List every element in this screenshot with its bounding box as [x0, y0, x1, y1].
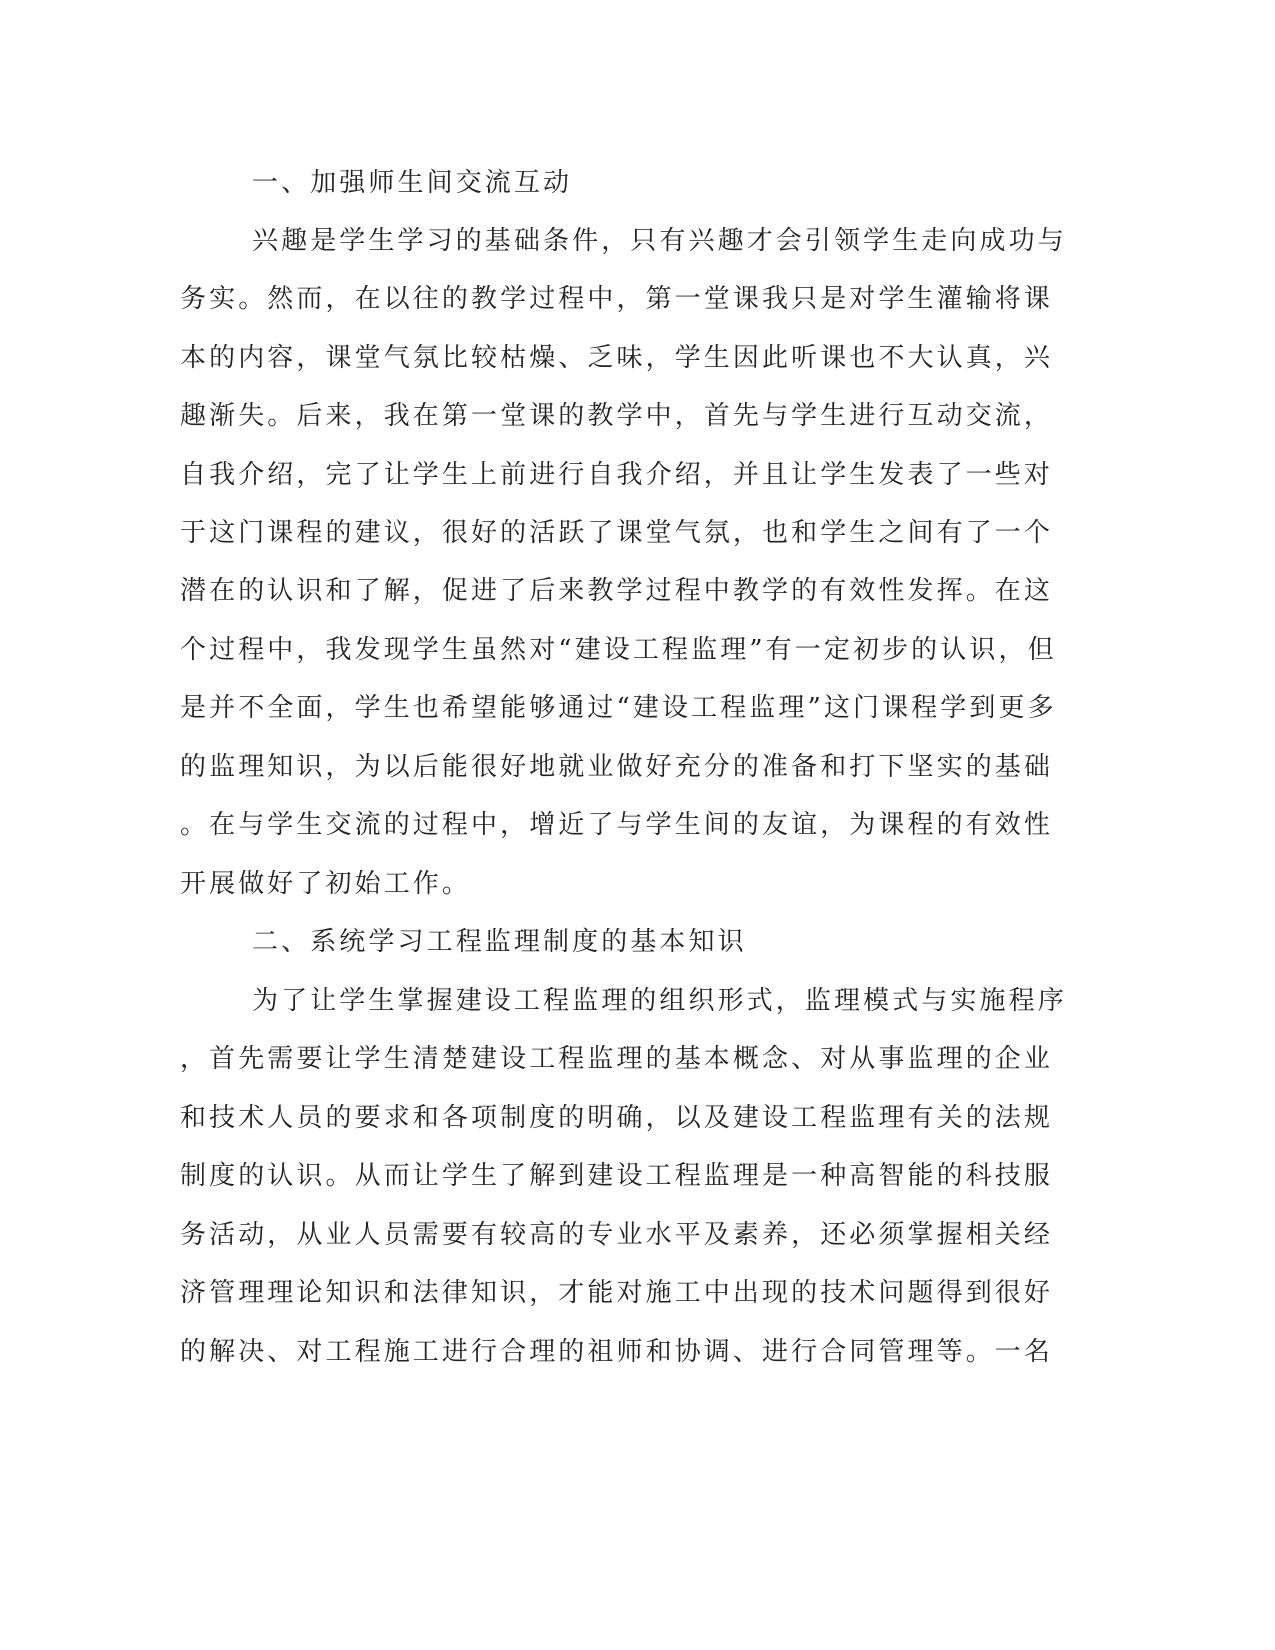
text-line: 制度的认识。从而让学生了解到建设工程监理是一种高智能的科技服: [180, 1161, 1054, 1191]
text-line: 的解决、对工程施工进行合理的祖师和协调、进行合同管理等。一名: [180, 1337, 1054, 1367]
text-line: ，首先需要让学生清楚建设工程监理的基本概念、对从事监理的企业: [180, 1044, 1054, 1074]
text-line: 自我介绍，完了让学生上前进行自我介绍，并且让学生发表了一些对: [180, 460, 1054, 490]
text-line: 的监理知识，为以后能很好地就业做好充分的准备和打下坚实的基础: [180, 752, 1054, 782]
text-line: 于这门课程的建议，很好的活跃了课堂气氛，也和学生之间有了一个: [180, 518, 1054, 548]
text-line: 开展做好了初始工作。: [180, 869, 472, 899]
text-line: 和技术人员的要求和各项制度的明确，以及建设工程监理有关的法规: [180, 1103, 1054, 1133]
text-line: 趣渐失。后来，我在第一堂课的教学中，首先与学生进行互动交流，: [180, 401, 1054, 431]
text-line: 个过程中，我发现学生虽然对“建设工程监理”有一定初步的认识，但: [180, 635, 1057, 665]
text-line: 务实。然而，在以往的教学过程中，第一堂课我只是对学生灌输将课: [180, 284, 1054, 314]
text-line: 兴趣是学生学习的基础条件，只有兴趣才会引领学生走向成功与: [252, 226, 1067, 256]
text-line: 。在与学生交流的过程中，增近了与学生间的友谊，为课程的有效性: [180, 810, 1054, 840]
text-line: 济管理理论知识和法律知识，才能对施工中出现的技术问题得到很好: [180, 1278, 1054, 1308]
text-line: 为了让学生掌握建设工程监理的组织形式，监理模式与实施程序: [252, 986, 1067, 1016]
heading-1: 一、加强师生间交流互动: [252, 168, 573, 198]
text-line: 本的内容，课堂气氛比较枯燥、乏味，学生因此听课也不大认真，兴: [180, 343, 1054, 373]
text-line: 是并不全面，学生也希望能够通过“建设工程监理”这门课程学到更多: [180, 693, 1057, 723]
text-line: 潜在的认识和了解，促进了后来教学过程中教学的有效性发挥。在这: [180, 576, 1054, 606]
heading-2: 二、系统学习工程监理制度的基本知识: [252, 927, 747, 957]
text-line: 务活动，从业人员需要有较高的专业水平及素养，还必须掌握相关经: [180, 1220, 1054, 1250]
